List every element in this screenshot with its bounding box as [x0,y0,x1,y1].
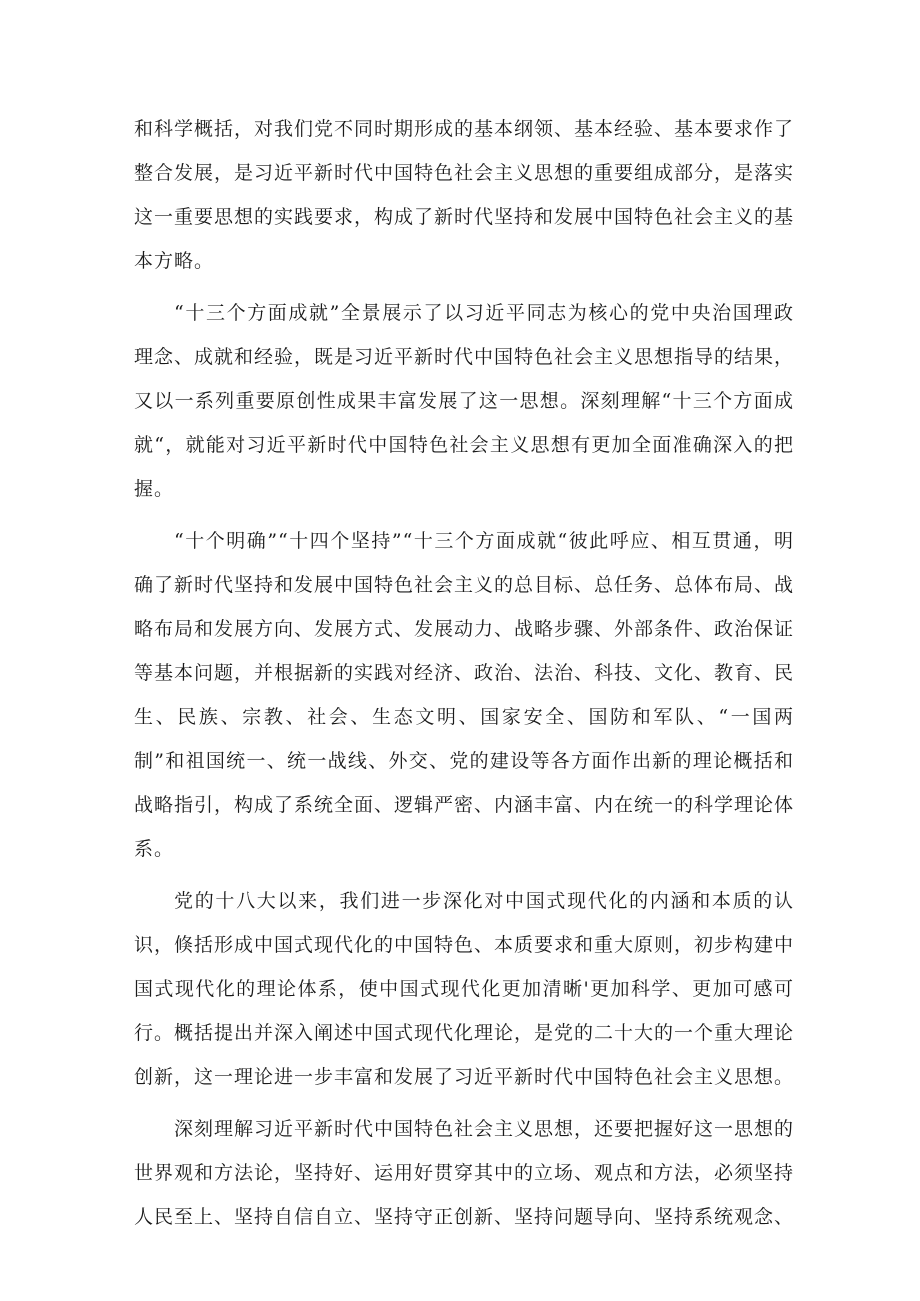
document-body [134,107,794,1239]
paragraph-3: “十个明确”“十四个坚持”“十三个方面成就“彼此呼应、相互贯通，明确了新时代坚持和发展中国特色社会主义的总目标、总任务、总体布局、战略布局和发展方向、发展方式、发展动力、战略步骤、外部条件、政治保证等基本问题，并根据新的实践对经济、政治、法治、科技、文化、教育、民生、民族、宗教、社会、生态文明、国家安全、国防和军队、“一国两制”和祖国统一、统一战线、外交、党的建设等各方面作出新的理论概括和战略指引，构成了系统全面、逻辑严密、内涵丰富、内在统一的科学理论体系。 [134,530,795,860]
paragraph-4: 党的十八大以来，我们进一步深化对中国式现代化的内涵和本质的认识，倏括形成中国式现代化的中国特色、本质要求和重大原则，初步构建中国式现代化的理论体系，使中国式现代化更加清晰'更加科学、更加可感可行。概括提出并深入阐述中国式现代化理论，是党的二十大的一个重大理论创新，这一理论进一步丰富和发展了习近平新时代中国特色社会主义思想。 [134,890,795,1088]
paragraph-2: “十三个方面成就”全景展示了以习近平同志为核心的党中央治国理政理念、成就和经验，既是习近平新时代中国特色社会主义思想指导的结果，又以一系列重要原创性成果丰富发展了这一思想。深刻理解“十三个方面成就“，就能对习近平新时代中国特色社会主义思想有更加全面准确深入的把握。 [134,302,795,500]
paragraph-1: 和科学概括，对我们党不同时期形成的基本纲领、基本经验、基本要求作了整合发展，是习近平新时代中国特色社会主义思想的重要组成部分，是落实这一重要思想的实践要求，构成了新时代坚持和发展中国特色社会主义的基本方略。 [134,118,795,272]
paragraph-5: 深刻理解习近平新时代中国特色社会主义思想，还要把握好这一思想的世界观和方法论，坚持好、运用好贯穿其中的立场、观点和方法，必须坚持人民至上、坚持自信自立、坚持守正创新、坚持问题导向、坚持系统观念、 [134,1118,795,1228]
